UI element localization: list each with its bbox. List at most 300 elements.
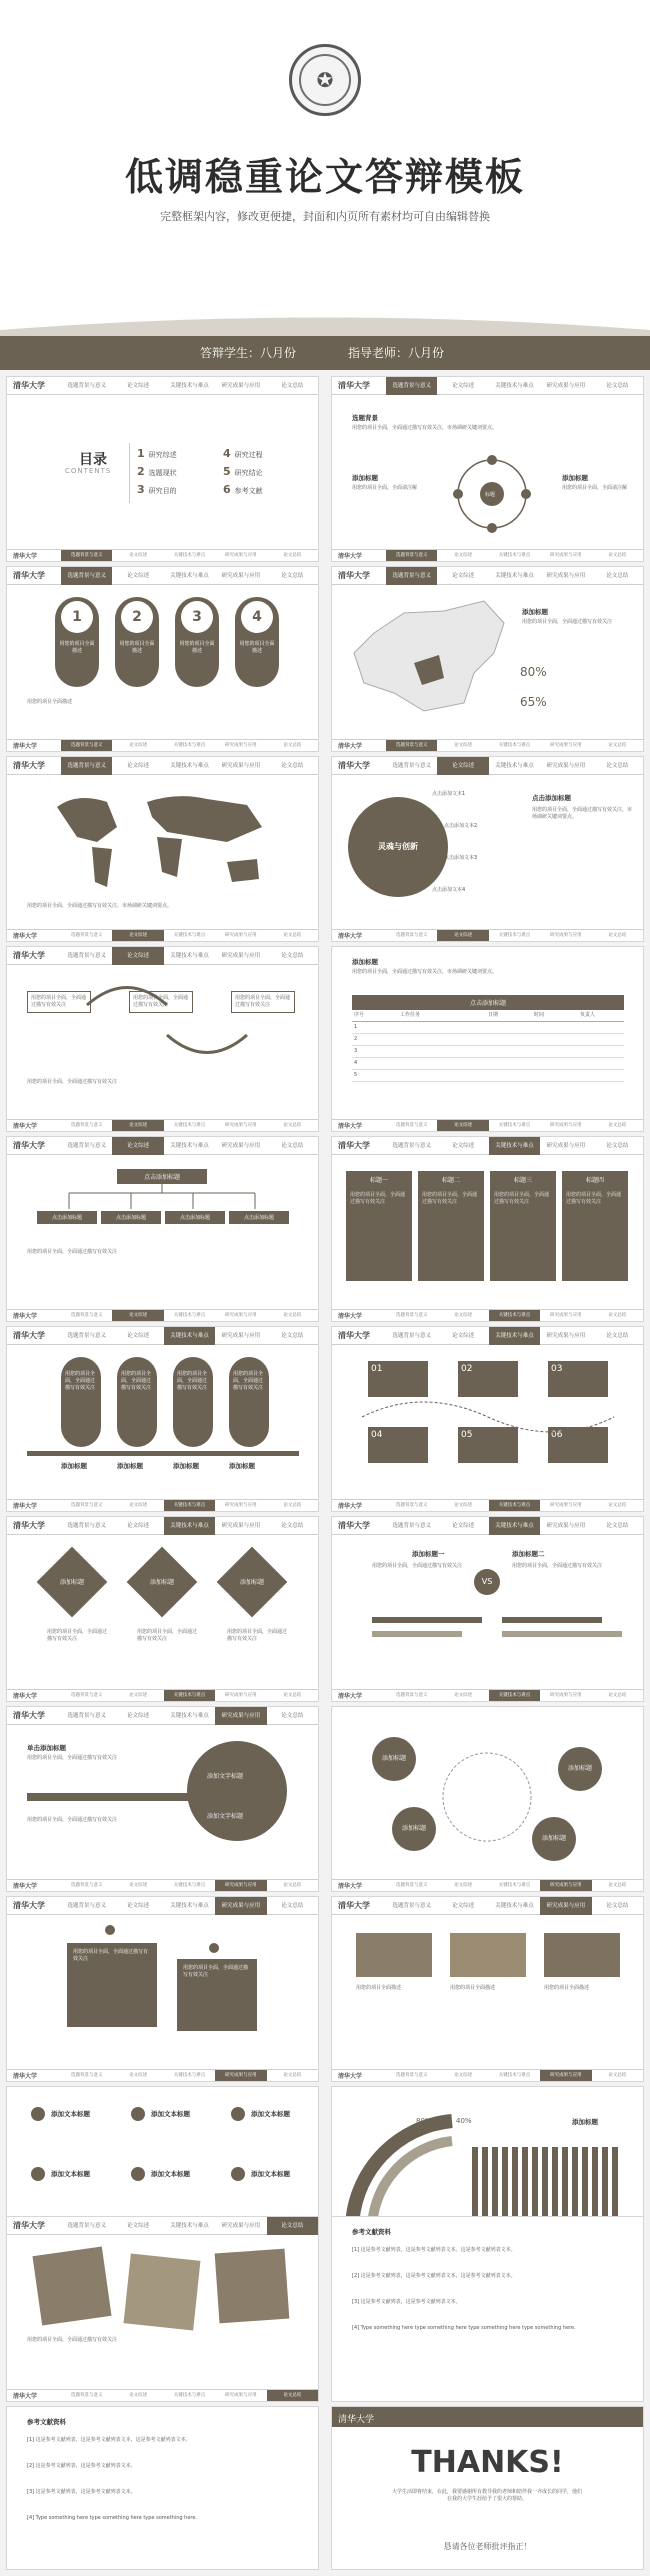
slide-thanks: [331, 2406, 644, 2570]
tab-results[interactable]: 研究成果与应用: [546, 382, 586, 389]
tab[interactable]: 选题背景与意义: [67, 952, 106, 959]
footer-tab[interactable]: 论文综述: [129, 552, 148, 558]
ref-item-4: [4] Type something here type something here type something here type something here.: [352, 2325, 576, 2331]
slide-china-map: [331, 566, 644, 752]
tab[interactable]: 论文综述: [452, 1332, 475, 1339]
footer-tab[interactable]: 论文综述: [129, 2392, 148, 2398]
photo-2: [450, 1933, 526, 1977]
card-1: [346, 1171, 412, 1281]
table-row: 3: [352, 1046, 624, 1058]
tab[interactable]: 关键技术与难点: [495, 572, 534, 579]
footer-tab[interactable]: 关键技术与难点: [498, 742, 531, 748]
footer-logo: 清华大学: [338, 2073, 363, 2080]
tab[interactable]: 论文总结: [606, 1902, 629, 1909]
num-box-2: 02: [458, 1361, 518, 1397]
ref-bottom-1: [1] 这是参考文献列表，这是参考文献列表文本，这是参考文献列表文本。: [27, 2437, 191, 2443]
table-header-row: [352, 1010, 624, 1022]
footer-tab[interactable]: 选题背景与意义: [395, 1122, 428, 1128]
footer-tab[interactable]: 研究成果与应用: [225, 552, 257, 558]
slide-footer: [332, 1309, 643, 1321]
footer-tab[interactable]: 论文总结: [283, 742, 302, 748]
footer-tab[interactable]: 研究成果与应用: [540, 2070, 591, 2082]
tab[interactable]: 论文总结: [281, 1142, 304, 1149]
footer-tab[interactable]: 关键技术与难点: [164, 1690, 215, 1702]
footer-tab[interactable]: 论文综述: [129, 742, 148, 748]
footer-tab[interactable]: 论文综述: [437, 930, 488, 942]
tab[interactable]: 选题背景与意义: [67, 1332, 106, 1339]
tab[interactable]: 论文总结: [281, 1522, 304, 1529]
footer-tab[interactable]: 研究成果与应用: [225, 1312, 257, 1318]
footer-tab[interactable]: 关键技术与难点: [173, 742, 206, 748]
tab[interactable]: 论文综述: [127, 1332, 150, 1339]
tab[interactable]: 选题背景与意义: [392, 762, 431, 769]
tab[interactable]: 研究成果与应用: [221, 2222, 261, 2229]
slide-header: [332, 1137, 643, 1155]
map-pct-2: 65%: [520, 695, 547, 709]
ref-item-1: [1] 这是参考文献列表，这是参考文献列表文本。这是参考文献列表文本。: [352, 2247, 516, 2253]
toc-item-5[interactable]: [223, 465, 263, 478]
table-header: 工作任务: [400, 1012, 421, 1018]
footer-tab[interactable]: 研究成果与应用: [215, 1880, 266, 1892]
footer-tab[interactable]: 关键技术与难点: [489, 1500, 540, 1512]
tab[interactable]: 选题背景与意义: [67, 1522, 106, 1529]
tab[interactable]: 论文综述: [127, 572, 150, 579]
footer-logo: 清华大学: [338, 1123, 363, 1130]
footer-tab[interactable]: 选题背景与意义: [70, 1122, 103, 1128]
tab-summary[interactable]: 论文总结: [606, 382, 629, 389]
arrow-left-title: 单击添加标题: [27, 1744, 66, 1752]
footer-tab[interactable]: 论文总结: [283, 1692, 302, 1698]
footer-tab[interactable]: 研究成果与应用: [550, 1122, 582, 1128]
tab[interactable]: 关键技术与难点: [495, 1902, 534, 1909]
footer-tab[interactable]: 研究成果与应用: [550, 1312, 582, 1318]
footer-tab[interactable]: 选题背景与意义: [70, 1502, 103, 1508]
capsule-text: 用您的项目全面描述: [59, 641, 95, 654]
tab[interactable]: 选题背景与意义: [392, 1332, 431, 1339]
tab[interactable]: 论文总结: [606, 762, 629, 769]
footer-tab[interactable]: 研究成果与应用: [225, 2392, 257, 2398]
capsule-text: 用您的项目全面描述: [119, 641, 155, 654]
tab[interactable]: 关键技术与难点: [164, 1327, 215, 1345]
footer-tab[interactable]: 选题背景与意义: [395, 1502, 428, 1508]
tab[interactable]: 选题背景与意义: [392, 1142, 431, 1149]
tab[interactable]: 研究成果与应用: [221, 1142, 261, 1149]
tab[interactable]: 关键技术与难点: [170, 1902, 209, 1909]
tab[interactable]: 研究成果与应用: [546, 1332, 586, 1339]
tab[interactable]: 研究成果与应用: [221, 762, 261, 769]
footer-logo: 清华大学: [13, 2073, 38, 2080]
slide-header: [7, 1137, 318, 1155]
footer-tab[interactable]: 论文综述: [129, 1692, 148, 1698]
footer-tab[interactable]: 论文总结: [267, 2390, 318, 2402]
ref-item-3: [3] 这是参考文献列表，这是参考文献列表文本。: [352, 2299, 461, 2305]
tab[interactable]: 论文总结: [281, 1712, 304, 1719]
footer-tab[interactable]: 研究成果与应用: [550, 932, 582, 938]
university-seal-icon: [289, 44, 361, 116]
tree-box-1: 点击添加标题: [37, 1211, 97, 1224]
footer-tab[interactable]: 关键技术与难点: [173, 552, 206, 558]
tab[interactable]: 论文综述: [127, 2222, 150, 2229]
slide-world-map: [6, 756, 319, 942]
card-text: 用您的项目全面，全面通过描写有效关注: [566, 1192, 622, 1205]
card-2: [418, 1171, 484, 1281]
tab-review[interactable]: 论文综述: [127, 382, 150, 389]
tab[interactable]: 选题背景与意义: [392, 1902, 431, 1909]
tab[interactable]: 关键技术与难点: [489, 1327, 540, 1345]
slide-footer: [332, 739, 643, 751]
header-logo: 清华大学: [13, 1520, 45, 1530]
footer-tab[interactable]: 选题背景与意义: [70, 932, 103, 938]
tab[interactable]: 论文总结: [606, 1522, 629, 1529]
footer-tab[interactable]: 论文总结: [283, 1312, 302, 1318]
slide-toc: [6, 376, 319, 562]
tab-background[interactable]: 选题背景与意义: [386, 377, 437, 395]
footer-tab[interactable]: 选题背景与意义: [386, 550, 437, 562]
footer-tab[interactable]: 选题背景与意义: [395, 1312, 428, 1318]
flow-box-2: 用您的项目全面，全面通过描写有效关注: [129, 991, 193, 1013]
tab[interactable]: 论文综述: [127, 1522, 150, 1529]
tab[interactable]: 论文总结: [281, 762, 304, 769]
tab[interactable]: 论文总结: [281, 1332, 304, 1339]
capsule-text: 用您的项目全面描述: [179, 641, 215, 654]
tab[interactable]: 论文总结: [281, 1902, 304, 1909]
tab-review[interactable]: 论文综述: [452, 382, 475, 389]
footer-tab[interactable]: 论文总结: [608, 2072, 627, 2078]
footer-logo: 清华大学: [13, 1503, 38, 1510]
footer-tab[interactable]: 论文总结: [608, 1122, 627, 1128]
tab[interactable]: 关键技术与难点: [170, 952, 209, 959]
tab[interactable]: 关键技术与难点: [170, 2222, 209, 2229]
tab[interactable]: 论文总结: [606, 1332, 629, 1339]
tab[interactable]: 选题背景与意义: [67, 1142, 106, 1149]
slide-notes: [6, 2216, 319, 2402]
footer-tab[interactable]: 论文综述: [454, 552, 473, 558]
tab-background[interactable]: 选题背景与意义: [67, 382, 106, 389]
slide-header: [332, 377, 643, 395]
radial-center: 灵魂与创新: [348, 797, 448, 897]
footer-tab[interactable]: 选题背景与意义: [70, 1692, 103, 1698]
footer-tab[interactable]: 论文综述: [112, 1120, 163, 1132]
tab[interactable]: 研究成果与应用: [540, 1897, 591, 1915]
header-logo: 清华大学: [338, 1140, 370, 1150]
footer-tab[interactable]: 论文总结: [283, 552, 302, 558]
table-header: 负责人: [580, 1012, 596, 1018]
footer-tab[interactable]: 论文总结: [608, 932, 627, 938]
header-logo: 清华大学: [13, 950, 45, 960]
footer-tab[interactable]: 关键技术与难点: [489, 1310, 540, 1322]
toc-item-2[interactable]: [137, 465, 177, 478]
bg-center: 标题: [485, 492, 496, 498]
header-logo: 清华大学: [13, 570, 45, 580]
radial-item-1: 点击添加文本1: [432, 791, 466, 797]
china-map-shape: [344, 593, 514, 723]
footer-tab[interactable]: 论文总结: [283, 1122, 302, 1128]
tab[interactable]: 论文综述: [112, 1137, 163, 1155]
tab[interactable]: 研究成果与应用: [546, 572, 586, 579]
tab[interactable]: 关键技术与难点: [489, 1137, 540, 1155]
footer-tab[interactable]: 论文总结: [608, 1312, 627, 1318]
footer-tab[interactable]: 选题背景与意义: [70, 2392, 103, 2398]
footer-tab[interactable]: 关键技术与难点: [173, 932, 206, 938]
footer-tab[interactable]: 论文综述: [454, 1692, 473, 1698]
slide-background: [331, 376, 644, 562]
tab[interactable]: 选题背景与意义: [67, 1902, 106, 1909]
note-card-2: [124, 2254, 201, 2331]
card-text: 用您的项目全面，全面通过描写有效关注: [350, 1192, 406, 1205]
feature-title-2: 添加文本标题: [151, 2110, 190, 2118]
tab[interactable]: 论文综述: [452, 1902, 475, 1909]
tab[interactable]: 选题背景与意义: [61, 757, 112, 775]
slide-circles: [6, 566, 319, 752]
capsule-num: 1: [61, 601, 93, 633]
tab[interactable]: 选题背景与意义: [392, 1522, 431, 1529]
tab-results[interactable]: 研究成果与应用: [221, 382, 261, 389]
slide-table: [331, 946, 644, 1132]
slide-photos: [331, 1896, 644, 2082]
footer-tab[interactable]: 论文综述: [454, 1312, 473, 1318]
footer-tab[interactable]: 研究成果与应用: [550, 742, 582, 748]
footer-tab[interactable]: 论文综述: [437, 1120, 488, 1132]
cycle-node-1: 添加标题: [372, 1737, 416, 1781]
footer-tab[interactable]: 论文综述: [454, 742, 473, 748]
slide-header: [332, 1327, 643, 1345]
tab[interactable]: 论文总结: [281, 952, 304, 959]
footer-logo: 清华大学: [13, 1883, 38, 1890]
footer-tab[interactable]: 关键技术与难点: [489, 1690, 540, 1702]
slide-footer: [7, 929, 318, 941]
capsule-text: 用您的项目全面描述: [239, 641, 275, 654]
pill-label-2: 添加标题: [117, 1462, 143, 1470]
table-row: 5: [352, 1070, 624, 1082]
tab[interactable]: 论文总结: [267, 2217, 318, 2235]
tab[interactable]: 研究成果与应用: [221, 952, 261, 959]
tab[interactable]: 论文总结: [606, 572, 629, 579]
feature-icon: [231, 2107, 245, 2121]
toc-item-1[interactable]: [137, 447, 177, 460]
tab[interactable]: 论文总结: [281, 572, 304, 579]
slide-header: [7, 1707, 318, 1725]
vs-bar-right: [502, 1617, 602, 1623]
slide-pills: [6, 1326, 319, 1512]
feature-title-6: 添加文本标题: [251, 2170, 290, 2178]
footer-tab[interactable]: 研究成果与应用: [225, 932, 257, 938]
footer-tab[interactable]: 选题背景与意义: [70, 1882, 103, 1888]
footer-tab[interactable]: 研究成果与应用: [550, 552, 582, 558]
tab[interactable]: 论文综述: [127, 762, 150, 769]
slide-footer: [7, 1309, 318, 1321]
footer-tab[interactable]: 论文综述: [129, 1882, 148, 1888]
feature-title-1: 添加文本标题: [51, 2110, 90, 2118]
footer-logo: 清华大学: [338, 743, 363, 750]
footer-logo: 清华大学: [338, 553, 363, 560]
bg-right-title: 添加标题: [562, 474, 588, 482]
footer-tab[interactable]: 论文总结: [608, 1882, 627, 1888]
tree-top: 点击添加标题: [117, 1169, 207, 1184]
footer-tab[interactable]: 研究成果与应用: [225, 1122, 257, 1128]
toc-item-4[interactable]: [223, 447, 263, 460]
tab-summary[interactable]: 论文总结: [281, 382, 304, 389]
footer-tab[interactable]: 论文综述: [112, 1310, 163, 1322]
card-label: 标题一: [369, 1177, 388, 1184]
footer-tab[interactable]: 关键技术与难点: [498, 1882, 531, 1888]
tab[interactable]: 关键技术与难点: [164, 1517, 215, 1535]
footer-tab[interactable]: 研究成果与应用: [225, 742, 257, 748]
feature-icon: [31, 2107, 45, 2121]
tab[interactable]: 选题背景与意义: [67, 2222, 106, 2229]
pin-card-1: 用您的项目全面，全面通过描写有效关注: [67, 1943, 157, 2027]
footer-tab[interactable]: 关键技术与难点: [173, 1882, 206, 1888]
footer-tab[interactable]: 论文综述: [112, 930, 163, 942]
flow-box-3: 用您的项目全面，全面通过描写有效关注: [231, 991, 295, 1013]
slide-footer: [7, 1879, 318, 1891]
footer-logo: 清华大学: [13, 1313, 38, 1320]
footer-tab[interactable]: 论文综述: [454, 1502, 473, 1508]
toc-num: 2: [137, 465, 145, 478]
bg-body: 用您的项目全面，全面通过描写有效关注，市场调研关键词要点。: [352, 425, 498, 431]
capsule-1: [55, 597, 99, 687]
slide-header: [7, 1897, 318, 1915]
header-logo: 清华大学: [13, 1710, 45, 1720]
tab[interactable]: 论文综述: [437, 757, 488, 775]
tab[interactable]: 研究成果与应用: [215, 1897, 266, 1915]
tab[interactable]: 关键技术与难点: [170, 1712, 209, 1719]
table-header: 日期: [488, 1012, 499, 1018]
slide-pins: [6, 1896, 319, 2082]
tab[interactable]: 研究成果与应用: [546, 1522, 586, 1529]
diamond-label-2: 添加标题: [149, 1579, 174, 1586]
radial-right-text: 用您的项目全面，全面通过描写有效关注，市场调研关键词要点。: [532, 807, 633, 820]
footer-tab[interactable]: 论文总结: [608, 1692, 627, 1698]
slide-footer: [332, 2069, 643, 2081]
footer-tab[interactable]: 选题背景与意义: [61, 550, 112, 562]
footer-tab[interactable]: 选题背景与意义: [395, 932, 428, 938]
teacher-label: 指导老师：八月份: [348, 346, 445, 360]
slide-footer: [7, 549, 318, 561]
footer-tab[interactable]: 选题背景与意义: [70, 1312, 103, 1318]
footer-logo: 清华大学: [338, 933, 363, 940]
footer-tab[interactable]: 关键技术与难点: [498, 2072, 531, 2078]
footer-tab[interactable]: 研究成果与应用: [540, 1880, 591, 1892]
footer-tab[interactable]: 关键技术与难点: [173, 2392, 206, 2398]
cover-band-shape: [0, 300, 650, 370]
tab[interactable]: 研究成果与应用: [546, 762, 586, 769]
footer-tab[interactable]: 研究成果与应用: [550, 1692, 582, 1698]
capsule-num: 3: [181, 601, 213, 633]
tab[interactable]: 论文综述: [452, 1142, 475, 1149]
footer-tab[interactable]: 关键技术与难点: [498, 932, 531, 938]
cover-title: 低调稳重论文答辩模板: [124, 155, 525, 199]
table-row: 4: [352, 1058, 624, 1070]
footer-tab[interactable]: 关键技术与难点: [498, 1122, 531, 1128]
footer-tab[interactable]: 研究成果与应用: [550, 1502, 582, 1508]
diamond-text-3: 用您的项目全面，全面通过描写有效关注: [227, 1629, 288, 1642]
world-caption: 用您的项目全面，全面通过描写有效关注，市场调研关键词要点。: [27, 903, 173, 909]
footer-tab[interactable]: 关键技术与难点: [164, 1500, 215, 1512]
footer-tab[interactable]: 论文综述: [454, 1882, 473, 1888]
tab[interactable]: 研究成果与应用: [546, 1142, 586, 1149]
footer-tab[interactable]: 选题背景与意义: [386, 740, 437, 752]
footer-tab[interactable]: 论文总结: [283, 932, 302, 938]
footer-tab[interactable]: 关键技术与难点: [498, 552, 531, 558]
tab-tech[interactable]: 关键技术与难点: [170, 382, 209, 389]
footer-tab[interactable]: 选题背景与意义: [395, 1692, 428, 1698]
slide-footer: [7, 2389, 318, 2401]
footer-tab[interactable]: 论文综述: [454, 2072, 473, 2078]
footer-tab[interactable]: 研究成果与应用: [225, 1502, 257, 1508]
pill-text: 用您的项目全面，全面通过描写有效关注: [177, 1371, 208, 1391]
footer-tab[interactable]: 论文总结: [283, 2072, 302, 2078]
slide-footer: [7, 2069, 318, 2081]
footer-tab[interactable]: 研究成果与应用: [225, 1692, 257, 1698]
tab[interactable]: 关键技术与难点: [489, 1517, 540, 1535]
tab[interactable]: 论文综述: [452, 1522, 475, 1529]
slide-header: [7, 1327, 318, 1345]
footer-tab[interactable]: 选题背景与意义: [70, 2072, 103, 2078]
footer-tab[interactable]: 论文总结: [283, 1502, 302, 1508]
vs-left-title: 添加标题一: [412, 1550, 445, 1558]
footer-tab[interactable]: 论文总结: [608, 742, 627, 748]
footer-tab[interactable]: 选题背景与意义: [395, 2072, 428, 2078]
pill-label-3: 添加标题: [173, 1462, 199, 1470]
footer-tab[interactable]: 选题背景与意义: [395, 1882, 428, 1888]
tab[interactable]: 论文总结: [606, 1142, 629, 1149]
tab[interactable]: 选题背景与意义: [386, 567, 437, 585]
tab[interactable]: 研究成果与应用: [221, 1332, 261, 1339]
footer-tab[interactable]: 关键技术与难点: [173, 1312, 206, 1318]
card-label: 标题三: [513, 1177, 532, 1184]
toc-label: 研究结论: [234, 469, 263, 477]
capsule-2: [115, 597, 159, 687]
tab[interactable]: 关键技术与难点: [170, 572, 209, 579]
header-logo: 清华大学: [13, 760, 45, 770]
footer-tab[interactable]: 论文总结: [608, 552, 627, 558]
tab[interactable]: 论文综述: [112, 947, 163, 965]
photo-text-2: 用您的项目全面描述: [450, 1985, 496, 1991]
footer-tab[interactable]: 选题背景与意义: [61, 740, 112, 752]
tab[interactable]: 关键技术与难点: [170, 1142, 209, 1149]
tab[interactable]: 研究成果与应用: [221, 572, 261, 579]
cycle-node-2: 添加标题: [558, 1747, 602, 1791]
tab[interactable]: 选题背景与意义: [67, 1712, 106, 1719]
tab[interactable]: 选题背景与意义: [61, 567, 112, 585]
tab-tech[interactable]: 关键技术与难点: [495, 382, 534, 389]
tab[interactable]: 论文综述: [452, 572, 475, 579]
toc-label: 选题现状: [148, 469, 177, 477]
footer-tab[interactable]: 论文综述: [129, 1502, 148, 1508]
toc-item-3[interactable]: [137, 483, 177, 496]
footer-tab[interactable]: 论文总结: [283, 1882, 302, 1888]
tab[interactable]: 论文综述: [127, 1902, 150, 1909]
tab[interactable]: 关键技术与难点: [170, 762, 209, 769]
footer-tab[interactable]: 论文综述: [129, 2072, 148, 2078]
pill-1: [61, 1357, 101, 1447]
slide-footer: [332, 1879, 643, 1891]
thanks-logo: 清华大学: [338, 2415, 375, 2425]
tab[interactable]: 研究成果与应用: [221, 1522, 261, 1529]
slide-header: [7, 757, 318, 775]
footer-tab[interactable]: 关键技术与难点: [173, 2072, 206, 2078]
footer-tab[interactable]: 研究成果与应用: [215, 2070, 266, 2082]
tab[interactable]: 关键技术与难点: [495, 762, 534, 769]
tab[interactable]: 研究成果与应用: [215, 1707, 266, 1725]
footer-tab[interactable]: 论文总结: [608, 1502, 627, 1508]
tab[interactable]: 论文综述: [127, 1712, 150, 1719]
footer-tab[interactable]: 关键技术与难点: [173, 1122, 206, 1128]
toc-item-6[interactable]: [223, 483, 263, 496]
footer-logo: 清华大学: [338, 1883, 363, 1890]
header-logo: 清华大学: [13, 1900, 45, 1910]
num-box-5: 05: [458, 1427, 518, 1463]
